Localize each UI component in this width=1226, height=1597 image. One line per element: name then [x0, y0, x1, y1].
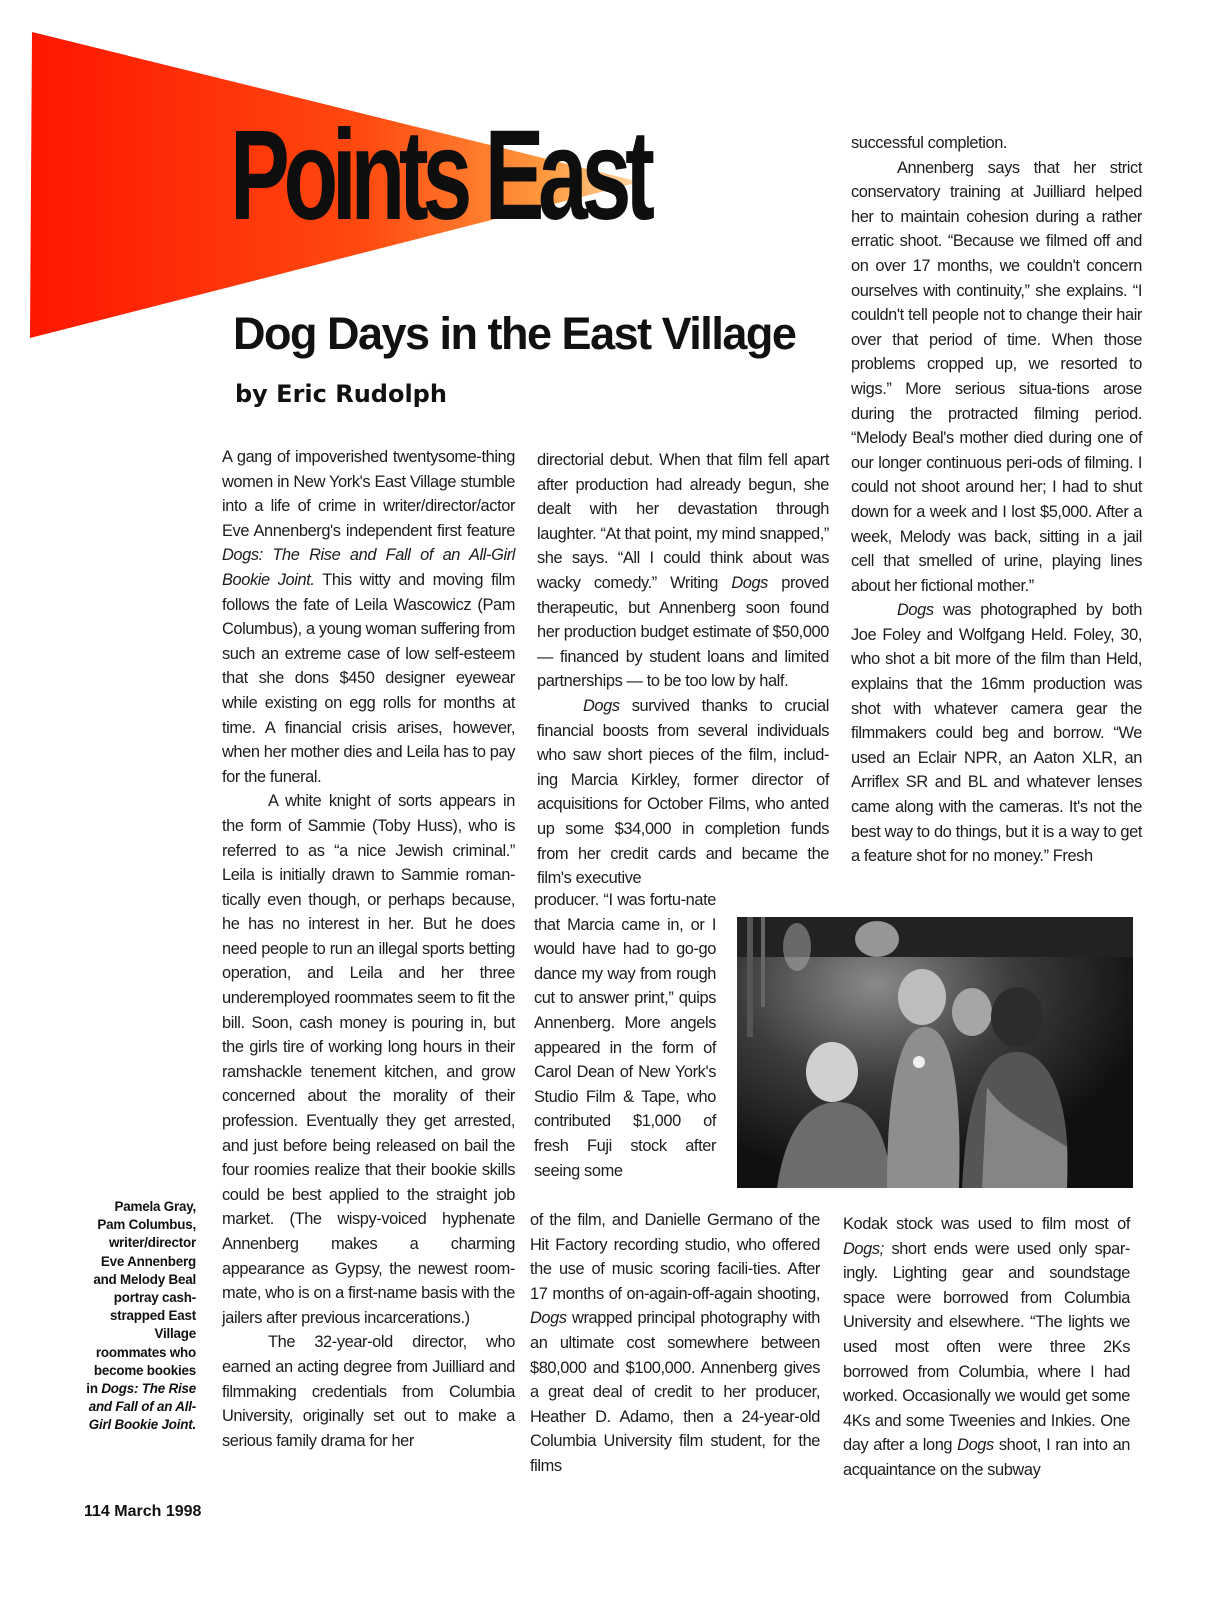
section-title: Points East: [230, 104, 649, 247]
text-run: proved therapeutic, but Annenberg soon found her production budget estimate of $50,000 — financed by student loans and limited partnerships — to be too low by half.: [537, 573, 829, 691]
film-title: Dogs: [583, 696, 620, 715]
paragraph: [530, 1208, 820, 1479]
article-column-2-wrap: [534, 888, 716, 1183]
paragraph: [843, 1212, 1130, 1483]
byline: by Eric Rudolph: [235, 380, 447, 408]
paragraph: [851, 598, 1142, 869]
article-headline: Dog Days in the East Village: [233, 308, 796, 359]
text-run: shoot, I ran into an acquaintance on the subway: [843, 1436, 1131, 1479]
paragraph: The 32-year-old director, who earned an acting degree from Juilliard and filmmaking credentials from Columbia University, originally set out to make a serious family drama for her: [222, 1333, 515, 1450]
text-run: was photographed by both Joe Foley and Wolfgang Held. Foley, 30, who shot a bit more of the film than Held, explains that the 16mm production was shot with whatever camera gear the filmmakers could beg and borrow. “We used an Eclair NPR, an Aaton XLR, an Arriflex SR and BL and whatever lenses came along with the cameras. It's not the best way to do things, but it is a way to get a feature shot for no money.” Fresh: [851, 601, 1142, 866]
text-run: of the film, and Danielle Germano of the Hit Factory recording studio, who offered the use of music scoring facili-ties. After 17 months of on-again-off-again shooting,: [530, 1211, 820, 1303]
text-run: short ends were used only spar-ingly. Lighting gear and soundstage space were borrowed from Columbia University and elsewhere. “The lights we used most often were three 2Ks borrowed from Columbia, where I had worked. Occasionally we would get some 4Ks and some Tweenies and Inkies. One day after a long: [843, 1239, 1130, 1455]
article-column-3-bottom: [843, 1212, 1130, 1483]
article-column-2-top: [537, 448, 829, 891]
paragraph: A white knight of sorts appears in the form of Sammie (Toby Huss), who is referred to as “a nice Jewish criminal.” Leila is initially drawn to Sammie roman-tically even though, or perhaps because, he has no interest in her. But he does need people to run an illegal sports betting operation, and Leila and her three underemployed roommates seem to fit the bill. Soon, cash money is pouring in, but the girls tire of working long hours in their ramshackle tenement kitchen, and grow concerned about the morality of their profession. Eventually they get arrested, and just before being released on bail the four roomies realize that their bookie skills could be best applied to the straight job market. (The wispy-voiced hyphenate Annenberg makes a charming appearance as Gypsy, the newest room-mate, who is on a first-name basis with the jailers after previous incarcerations.): [222, 792, 515, 1327]
photo-caption: [84, 1198, 196, 1435]
film-title: Dogs: [897, 601, 934, 620]
film-title: Dogs: The Rise and Fall of an All-Girl Bookie Joint.: [222, 546, 515, 589]
caption-film-title: Dogs: The Rise and Fall of an All-Girl Bookie Joint.: [88, 1381, 196, 1433]
film-title: Dogs: [957, 1436, 994, 1455]
film-title: Dogs;: [843, 1239, 884, 1258]
text-run: survived thanks to crucial financial boosts from several individuals who saw short pieces of the film, includ-ing Marcia Kirkley, former director of acquisitions for October Films, who anted up some $34,000 in completion funds from her credit cards and became the film's executive: [537, 696, 829, 888]
paragraph: [537, 448, 829, 694]
film-title: Dogs: [530, 1309, 567, 1328]
page-folio: 114 March 1998: [84, 1503, 202, 1520]
text-run: Kodak stock was used to film most of: [843, 1215, 1130, 1233]
paragraph: producer. “I was fortu-nate that Marcia came in, or I would have had to go-go dance my way from rough cut to answer print,” quips Annenberg. More angels appeared in the form of Carol Dean of New York's Studio Film & Tape, who contributed $1,000 of fresh Fuji stock after seeing some: [534, 891, 716, 1180]
paragraph: Annenberg says that her strict conservatory training at Juilliard helped her to maintain cohesion during a rather erratic shoot. “Because we filmed off and on over 17 months, we couldn't concern ourselves with continuity,” she explains. “I couldn't tell people not to change their hair over that period of time. When those problems cropped up, we resorted to wigs.” More serious situa-tions arose during the protracted filming period. “Melody Beal's mother died during one of our longer continuous peri-ods of filming. I could not shoot around her; I had to shut down for a week and I lost $5,000. After a week, Melody was back, sitting in a jail cell that smelled of urine, playing lines about her fictional mother.”: [851, 158, 1142, 595]
text-run: directorial debut. When that film fell apart after production had already begun, she dealt with her devastation through laughter. “At that point, my mind snapped,” she says. “All I could think about was wacky comedy.” Writing: [537, 451, 829, 592]
article-column-3-top: [851, 131, 1142, 869]
paragraph: successful completion.: [851, 134, 1008, 152]
article-column-2-bottom: [530, 1208, 820, 1479]
film-still-photo: [737, 917, 1133, 1188]
film-title: Dogs: [731, 573, 768, 592]
article-column-1: [222, 445, 515, 1453]
photo-illustration: [737, 917, 1133, 1188]
paragraph: [222, 445, 515, 789]
text-run: A gang of impoverished twentysome-thing women in New York's East Village stumble into a life of crime in writer/director/actor Eve Annenberg's independent first feature: [222, 448, 515, 540]
text-run: wrapped principal photography with an ultimate cost somewhere between $80,000 and $100,000. Annenberg gives a great deal of credit to her producer, Heather D. Adamo, then a 24-year-old Columbia University film student, for the films: [530, 1309, 820, 1475]
text-run: This witty and moving film follows the fate of Leila Wascowicz (Pam Columbus), a young woman suffering from such an extreme case of low self-esteem that she dons $450 designer eyewear while existing on egg rolls for months at time. A financial crisis arises, however, when her mother dies and Leila has to pay for the funeral.: [222, 570, 515, 786]
paragraph: [537, 694, 829, 891]
caption-text: Pamela Gray, Pam Columbus, writer/director Eve Annenberg and Melody Beal portray cash-strapped East Village roommates who become bookies in: [86, 1199, 196, 1397]
